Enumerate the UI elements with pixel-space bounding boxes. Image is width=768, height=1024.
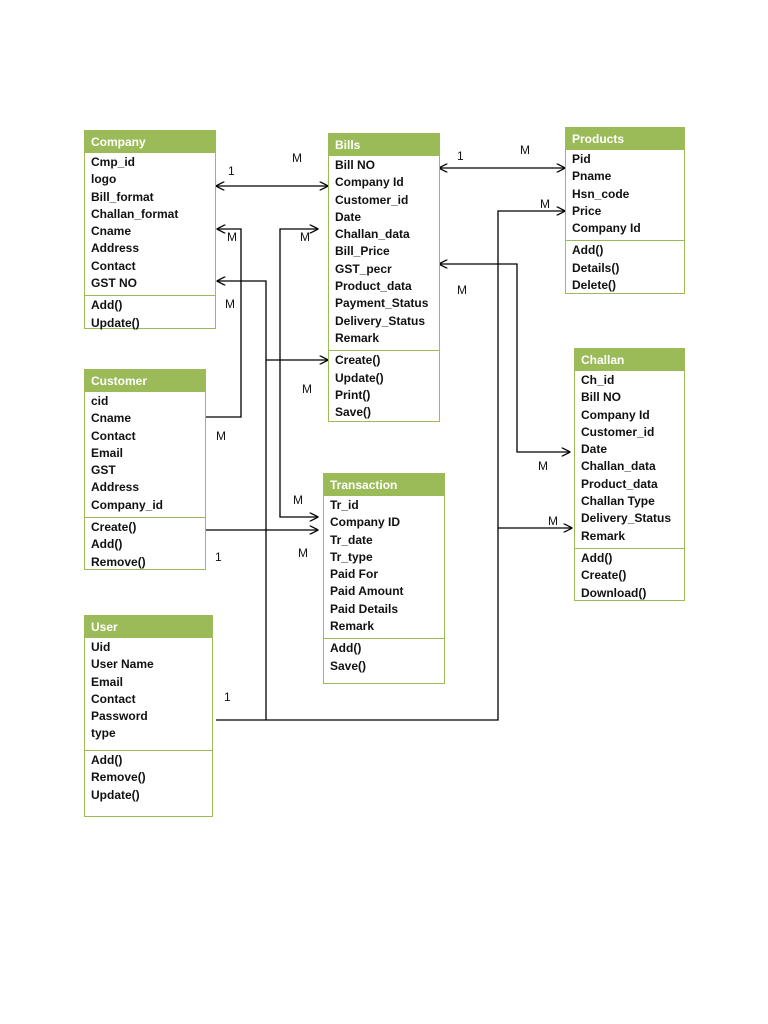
method: Add()	[91, 537, 123, 552]
attribute: Company_id	[91, 497, 164, 512]
attribute: Paid For	[330, 567, 379, 582]
challan-entity[interactable]	[574, 348, 685, 601]
method: Add()	[572, 243, 604, 258]
method: Update()	[335, 370, 384, 385]
method: Add()	[91, 753, 123, 767]
attribute: Company Id	[335, 175, 404, 190]
attribute: Password	[91, 709, 148, 724]
attribute: Hsn_code	[572, 186, 630, 201]
cardinality-label: 1	[215, 550, 222, 564]
transaction-entity[interactable]	[323, 473, 445, 684]
attribute: GST_pecr	[335, 261, 392, 276]
attribute: Tr_id	[330, 498, 359, 512]
attribute: Uid	[91, 640, 111, 654]
method: Add()	[330, 641, 362, 656]
bills-entity[interactable]	[328, 133, 440, 422]
attribute: Challan_format	[91, 206, 179, 221]
customer-title: Customer	[85, 370, 205, 392]
attribute: Pid	[572, 152, 591, 166]
attribute: Paid Amount	[330, 584, 404, 599]
attribute: Remark	[335, 330, 380, 345]
method: Download()	[581, 585, 647, 600]
method: Create()	[335, 353, 381, 368]
attribute: Price	[572, 203, 602, 218]
attribute: GST	[91, 463, 116, 478]
user-entity[interactable]	[84, 615, 213, 817]
transaction-bills-line	[280, 229, 318, 517]
method: Details()	[572, 260, 620, 275]
method: Save()	[330, 658, 367, 673]
user-title: User	[85, 616, 212, 638]
attribute: Remark	[330, 619, 375, 634]
cardinality-label: M	[227, 230, 237, 244]
attribute: Tr_date	[330, 532, 373, 547]
cardinality-label: 1	[224, 690, 231, 704]
products-entity[interactable]	[565, 127, 685, 294]
attribute: Company Id	[572, 221, 641, 236]
attribute: Bill_format	[91, 189, 154, 204]
method: Print()	[335, 387, 371, 402]
attribute: GST NO	[91, 276, 138, 291]
attribute: cid	[91, 394, 109, 408]
attribute: logo	[91, 172, 117, 187]
attribute: Delivery_Status	[335, 313, 426, 328]
method: Remove()	[91, 770, 146, 785]
attribute: Ch_id	[581, 373, 615, 387]
attribute: Cmp_id	[91, 155, 136, 169]
bills-title: Bills	[329, 134, 439, 156]
attribute: Customer_id	[335, 192, 409, 207]
attribute: Product_data	[581, 476, 658, 491]
cardinality-label: M	[293, 493, 303, 507]
cardinality-label: M	[302, 382, 312, 396]
challan-title: Challan	[575, 349, 684, 371]
cardinality-label: M	[216, 429, 226, 443]
attribute: Address	[91, 480, 140, 495]
attribute: Tr_type	[330, 549, 373, 564]
attribute: Delivery_Status	[581, 511, 672, 526]
attribute: Date	[581, 442, 608, 457]
attribute: Address	[91, 241, 140, 256]
attribute: Email	[91, 445, 124, 460]
attribute: Pname	[572, 169, 612, 184]
attribute: Product_data	[335, 279, 412, 294]
attribute: Contact	[91, 691, 136, 706]
method: Delete()	[572, 278, 617, 293]
company-entity[interactable]	[84, 130, 216, 329]
attribute: Bill_Price	[335, 244, 390, 259]
attribute: Challan_data	[581, 459, 656, 474]
method: Add()	[581, 550, 613, 565]
attribute: Remark	[581, 528, 626, 543]
attribute: Cname	[91, 411, 132, 426]
cardinality-label: M	[292, 151, 302, 165]
attribute: Company ID	[330, 515, 401, 530]
attribute: type	[91, 726, 116, 741]
cardinality-label: M	[520, 143, 530, 157]
attribute: User Name	[91, 657, 154, 672]
method: Create()	[91, 520, 137, 535]
attribute: Date	[335, 209, 362, 224]
customer-entity[interactable]	[84, 369, 206, 570]
cardinality-label: M	[548, 514, 558, 528]
cardinality-label: M	[538, 459, 548, 473]
cardinality-label: M	[457, 283, 467, 297]
transaction-title: Transaction	[324, 474, 444, 496]
method: Update()	[91, 315, 140, 330]
attribute: Paid Details	[330, 601, 399, 616]
attribute: Bill NO	[335, 158, 376, 172]
company-title: Company	[85, 131, 215, 153]
cardinality-label: 1	[457, 149, 464, 163]
attribute: Email	[91, 674, 124, 689]
method: Save()	[335, 405, 372, 420]
attribute: Challan Type	[581, 494, 655, 509]
method: Add()	[91, 298, 123, 313]
attribute: Challan_data	[335, 227, 410, 242]
cardinality-label: M	[298, 546, 308, 560]
attribute: Cname	[91, 224, 132, 239]
attribute: Company Id	[581, 407, 650, 422]
cardinality-label: M	[300, 230, 310, 244]
attribute: Contact	[91, 428, 136, 443]
cardinality-label: M	[225, 297, 235, 311]
attribute: Customer_id	[581, 424, 655, 439]
products-title: Products	[566, 128, 684, 150]
attribute: Bill NO	[581, 390, 622, 405]
attribute: Contact	[91, 258, 136, 273]
method: Remove()	[91, 554, 146, 569]
cardinality-label: 1	[228, 164, 235, 178]
method: Update()	[91, 787, 140, 802]
method: Create()	[581, 568, 627, 583]
cardinality-label: M	[540, 197, 550, 211]
attribute: Payment_Status	[335, 296, 429, 311]
